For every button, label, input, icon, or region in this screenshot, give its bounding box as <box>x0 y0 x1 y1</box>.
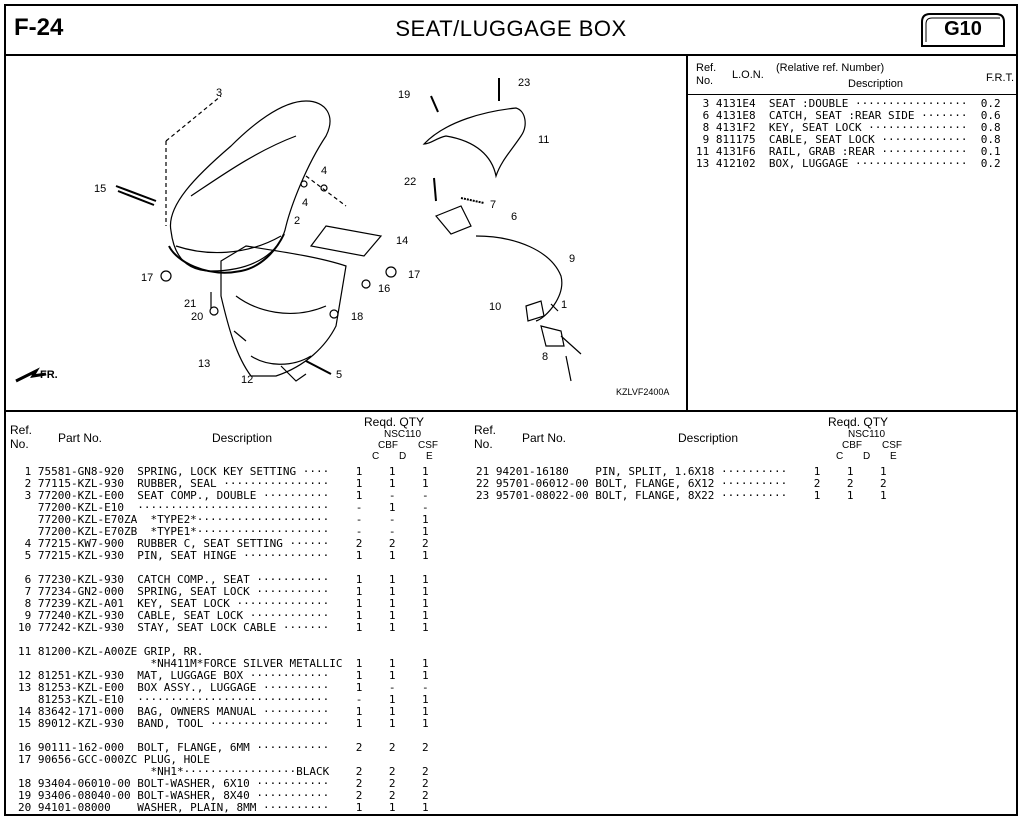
group-tag <box>920 12 1006 48</box>
parts-head-model-r: NSC110 <box>848 429 886 440</box>
part-row: 2 77115-KZL-930 RUBBER, SEAL ················ 1 1 1 <box>18 477 429 490</box>
part-row: 22 95701-06012-00 BOLT, FLANGE, 6X12 ·········· 2 2 2 <box>476 477 887 490</box>
page-title: SEAT/LUGGAGE BOX <box>395 16 627 41</box>
parts-head-csf: CSF <box>418 440 438 451</box>
callout-12: 12 <box>241 374 254 386</box>
parts-list <box>6 410 1016 816</box>
callout-4a: 4 <box>321 165 328 177</box>
ref-head-no: No. <box>696 75 714 87</box>
parts-head-d: D <box>399 451 407 462</box>
mat-shape <box>311 226 381 256</box>
parts-catalog-page <box>4 4 1018 816</box>
part-row: 81253-KZL-E10 ····························· - 1 1 <box>18 693 429 706</box>
ref-head-frt: F.R.T. <box>986 72 1015 84</box>
callout-10: 10 <box>489 301 502 313</box>
part-row: 77200-KZL-E10 ····························· - 1 - <box>18 501 429 514</box>
callout-4b: 4 <box>302 197 309 209</box>
parts-head-partno-r: Part No. <box>522 431 567 445</box>
part-row: 77200-KZL-E70ZB *TYPE1*···················· - - 1 <box>18 525 429 538</box>
seat-catch-shape <box>436 206 471 234</box>
callout-1: 1 <box>561 299 568 311</box>
diagram-drawing <box>6 56 686 410</box>
page-header <box>6 6 1016 56</box>
callout-11: 11 <box>538 134 550 146</box>
ref-row: 11 4131F6 RAIL, GRAB :REAR ············· 0.1 <box>696 145 1001 158</box>
callout-22: 22 <box>404 176 417 188</box>
callout-3: 3 <box>216 87 223 99</box>
grab-rail-shape <box>424 108 525 176</box>
parts-head-ref-r: Ref. <box>474 423 497 437</box>
part-row: 23 95701-08022-00 BOLT, FLANGE, 8X22 ·········· 1 1 1 <box>476 489 887 502</box>
part-row: 5 77215-KZL-930 PIN, SEAT HINGE ············· 1 1 1 <box>18 549 429 562</box>
parts-head-d-r: D <box>863 451 871 462</box>
part-row: 18 93404-06010-00 BOLT-WASHER, 6X10 ··········· 2 2 2 <box>18 777 429 790</box>
luggage-box-shape <box>221 246 346 376</box>
callout-5: 5 <box>336 369 343 381</box>
ref-head-rel: (Relative ref. Number) <box>776 62 885 74</box>
front-label: FR. <box>40 369 58 381</box>
ref-head-lon: L.O.N. <box>732 69 764 81</box>
part-row: 4 77215-KW7-900 RUBBER C, SEAT SETTING ······ 2 2 2 <box>18 537 429 550</box>
part-row: 10 77242-KZL-930 STAY, SEAT LOCK CABLE ······· 1 1 1 <box>18 621 429 634</box>
callout-14: 14 <box>396 235 409 247</box>
parts-head-no: No. <box>10 437 29 451</box>
parts-head-c-r: C <box>836 451 844 462</box>
parts-head-cbf-r: CBF <box>842 440 862 451</box>
ref-row: 3 4131E4 SEAT :DOUBLE ················· 0.2 <box>696 97 1001 110</box>
part-row: 8 77239-KZL-A01 KEY, SEAT LOCK ·············· 1 1 1 <box>18 597 429 610</box>
callout-2: 2 <box>294 215 301 227</box>
callout-8: 8 <box>542 351 549 363</box>
callout-6: 6 <box>511 211 518 223</box>
pin-shape <box>306 361 331 374</box>
part-row: 3 77200-KZL-E00 SEAT COMP., DOUBLE ·········· 1 - - <box>18 489 429 502</box>
part-row: 9 77240-KZL-930 CABLE, SEAT LOCK ············ 1 1 1 <box>18 609 429 622</box>
part-row: 17 90656-GCC-000ZC PLUG, HOLE <box>18 753 211 766</box>
parts-head-partno: Part No. <box>58 431 103 445</box>
callout-23: 23 <box>518 77 531 89</box>
group-code: G10 <box>944 18 982 40</box>
ref-head-ref: Ref. <box>696 62 717 74</box>
callout-17b: 17 <box>408 269 421 281</box>
diagram-code: KZLVF2400A <box>616 387 670 397</box>
part-row: *NH1*·················BLACK 2 2 2 <box>18 765 429 778</box>
parts-head-desc-r: Description <box>678 431 739 445</box>
part-row: 77200-KZL-E70ZA *TYPE2*···················· - - 1 <box>18 513 429 526</box>
part-row: *NH411M*FORCE SILVER METALLIC 1 1 1 <box>18 657 429 670</box>
seal-shape <box>169 234 284 273</box>
figure-number: F-24 <box>14 14 64 41</box>
part-row: 13 81253-KZL-E00 BOX ASSY., LUGGAGE ·········· 1 - - <box>18 681 429 694</box>
parts-head-cbf: CBF <box>378 440 398 451</box>
ref-head-desc: Description <box>848 78 904 90</box>
parts-head-model: NSC110 <box>384 429 422 440</box>
parts-head-no-r: No. <box>474 437 493 451</box>
ref-divider <box>688 94 1016 95</box>
callout-17a: 17 <box>141 272 154 284</box>
part-row: 20 94101-08000 WASHER, PLAIN, 8MM ·········· 1 1 1 <box>18 801 429 814</box>
callout-16: 16 <box>378 283 391 295</box>
part-row: 11 81200-KZL-A00ZE GRIP, RR. <box>18 645 204 658</box>
part-row: 7 77234-GN2-000 SPRING, SEAT LOCK ··········· 1 1 1 <box>18 585 429 598</box>
part-row: 16 90111-162-000 BOLT, FLANGE, 6MM ··········· 2 2 2 <box>18 741 429 754</box>
callout-20: 20 <box>191 311 204 323</box>
callout-9: 9 <box>569 253 576 265</box>
callout-21: 21 <box>184 298 197 310</box>
part-row: 14 83642-171-000 BAG, OWNERS MANUAL ·········· 1 1 1 <box>18 705 429 718</box>
parts-head-desc: Description <box>212 431 273 445</box>
parts-head-e-r: E <box>890 451 897 462</box>
parts-head-reqd: Reqd. QTY <box>364 415 425 429</box>
ref-row: 8 4131F2 KEY, SEAT LOCK ··············· 0.8 <box>696 121 1001 134</box>
callout-18: 18 <box>351 311 364 323</box>
callout-7: 7 <box>490 199 497 211</box>
parts-head-ref: Ref. <box>10 423 33 437</box>
parts-head-csf-r: CSF <box>882 440 902 451</box>
exploded-diagram <box>6 56 688 410</box>
parts-head-e: E <box>426 451 433 462</box>
ref-row: 6 4131E8 CATCH, SEAT :REAR SIDE ······· 0.6 <box>696 109 1001 122</box>
part-row: 15 89012-KZL-930 BAND, TOOL ·················· 1 1 1 <box>18 717 429 730</box>
part-row: 19 93406-08040-00 BOLT-WASHER, 8X40 ··········· 2 2 2 <box>18 789 429 802</box>
parts-head-c: C <box>372 451 380 462</box>
callout-19: 19 <box>398 89 411 101</box>
parts-head-reqd-r: Reqd. QTY <box>828 415 889 429</box>
part-row: 21 94201-16180 PIN, SPLIT, 1.6X18 ·········· 1 1 1 <box>476 465 887 478</box>
ref-row: 13 412102 BOX, LUGGAGE ················· 0.2 <box>696 157 1001 170</box>
part-row: 6 77230-KZL-930 CATCH COMP., SEAT ··········· 1 1 1 <box>18 573 429 586</box>
part-row: 12 81251-KZL-930 MAT, LUGGAGE BOX ············ 1 1 1 <box>18 669 429 682</box>
ref-row: 9 811175 CABLE, SEAT LOCK ············· 0.8 <box>696 133 1001 146</box>
part-row: 1 75581-GN8-920 SPRING, LOCK KEY SETTING ···· 1 1 1 <box>18 465 429 478</box>
callout-15: 15 <box>94 183 107 195</box>
tool-band-shape <box>116 186 156 205</box>
callout-13: 13 <box>198 358 211 370</box>
